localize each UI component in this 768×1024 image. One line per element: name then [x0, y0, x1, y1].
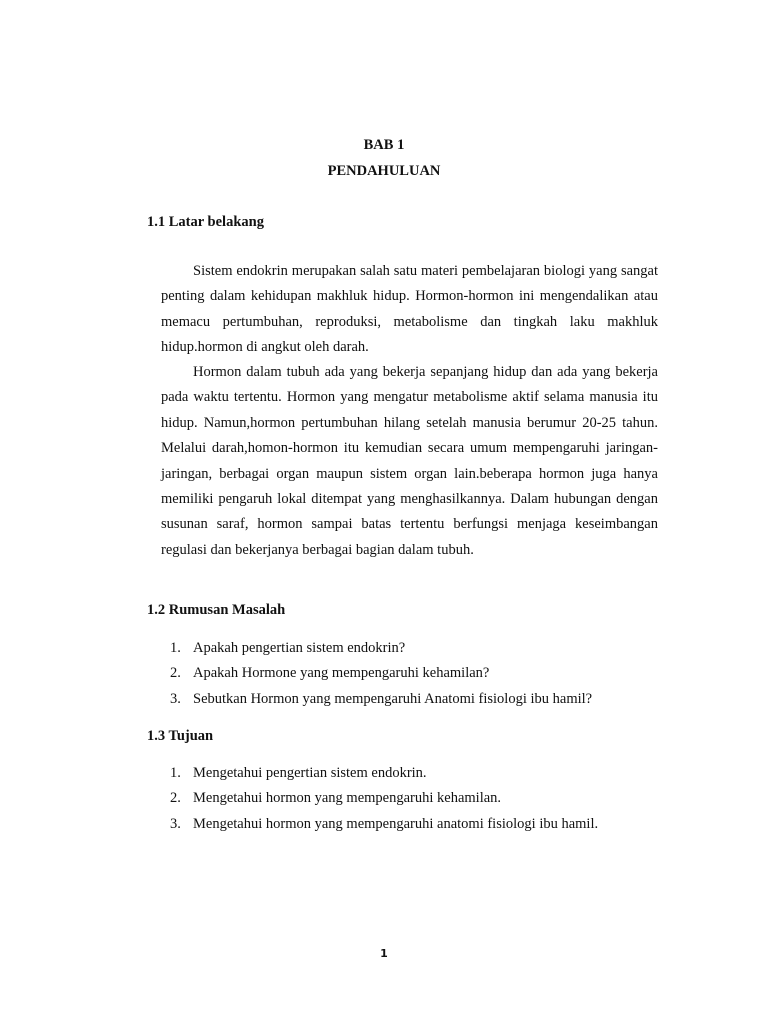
list-number: 1. [170, 765, 181, 781]
list-text: Apakah Hormone yang mempengaruhi kehamilan? [193, 665, 490, 682]
list-item [170, 786, 598, 811]
list-text: Mengetahui hormon yang mempengaruhi anatomi fisiologi ibu hamil. [193, 815, 599, 832]
paragraph-2 [161, 360, 658, 563]
list-item [170, 812, 598, 837]
list-number: 2. [170, 665, 181, 682]
section-heading-problems: 1.2 Rumusan Masalah [147, 602, 286, 618]
list-item [170, 761, 598, 786]
list-number: 3. [170, 690, 181, 707]
paragraph-2-text: Hormon dalam tubuh ada yang bekerja sepanjang hidup dan ada yang bekerja pada waktu tertentu. Hormon yang mengatur metabolisme aktif selama manusia itu hidup. Namun,hormon pertumbuhan hilang setelah manusia berumur 20-25 tahun. Melalui darah,homon-hormon itu kemudian secara umum mempengaruhi jaringan-jaringan, berbagai organ maupun sistem organ lain.beberapa hormon juga hanya memiliki pengaruh lokal ditempat yang menghasilkannya. Dalam hubungan dengan susunan saraf, hormon sampai batas tertentu berfungsi menjaga keseimbangan regulasi dan bekerjanya berbagai bagian dalam tubuh. [161, 364, 658, 558]
page-number: 1 [380, 947, 388, 960]
list-number: 3. [170, 815, 181, 832]
objective-list [170, 761, 598, 837]
paragraph-1-text: Sistem endokrin merupakan salah satu materi pembelajaran biologi yang sangat penting dalam kehidupan makhluk hidup. Hormon-hormon ini mengendalikan atau memacu pertumbuhan, reproduksi, metabolisme dan tingkah laku makhluk hidup.hormon di angkut oleh darah. [161, 263, 658, 356]
section-heading-background: 1.1 Latar belakang [147, 214, 264, 230]
list-text: Mengetahui pengertian sistem endokrin. [193, 765, 427, 781]
list-number: 2. [170, 790, 181, 807]
list-text: Mengetahui hormon yang mempengaruhi kehamilan. [193, 790, 502, 807]
chapter-title: PENDAHULUAN [327, 163, 441, 179]
list-text: Apakah pengertian sistem endokrin? [193, 640, 406, 656]
list-text: Sebutkan Hormon yang mempengaruhi Anatomi fisiologi ibu hamil? [193, 690, 593, 707]
list-item [170, 661, 592, 686]
list-number: 1. [170, 640, 181, 656]
chapter-label: BAB 1 [363, 137, 405, 153]
problem-list [170, 636, 592, 712]
paragraph-1 [161, 259, 658, 361]
list-item [170, 687, 592, 712]
section-heading-objectives: 1.3 Tujuan [147, 728, 214, 744]
list-item [170, 636, 592, 661]
